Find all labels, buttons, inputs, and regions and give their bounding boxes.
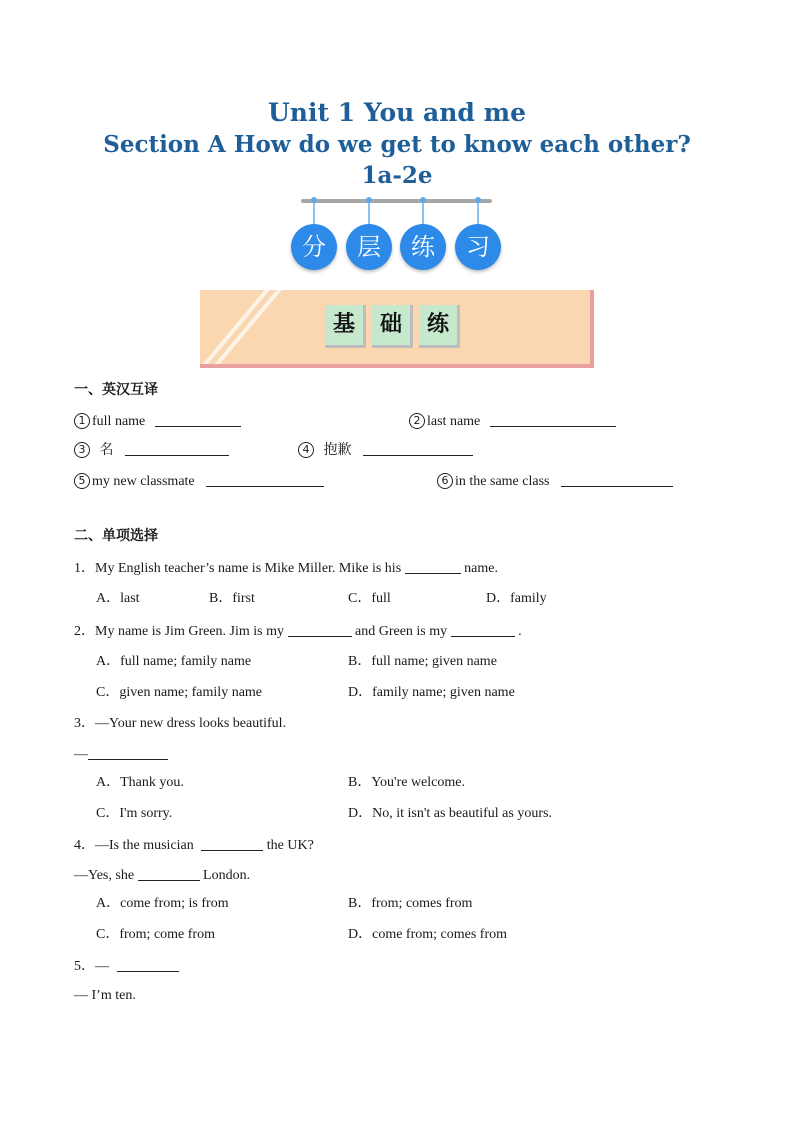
option-a[interactable]: A．Thank you.: [96, 775, 184, 790]
option-c[interactable]: C．given name; family name: [96, 685, 263, 700]
badge-xi: 习: [455, 224, 501, 270]
badge-hanger-bar: [301, 199, 492, 203]
answer-blank[interactable]: [138, 866, 200, 881]
badge-lian: 练: [400, 224, 446, 270]
option-c[interactable]: C．full: [348, 591, 391, 606]
item-number: 5: [74, 473, 90, 489]
answer-blank[interactable]: [155, 412, 241, 427]
answer-blank[interactable]: [288, 622, 352, 637]
banner-tile-ji: 基: [325, 305, 366, 348]
option-c[interactable]: C．from; come from: [96, 927, 215, 942]
option-d[interactable]: D．family name; given name: [348, 685, 515, 700]
answer-blank[interactable]: [206, 472, 324, 487]
option-a[interactable]: A．last: [96, 591, 140, 606]
item-number: 4: [298, 442, 314, 458]
item-text: my new classmate: [92, 474, 195, 489]
question-text: and Green is my: [355, 624, 448, 639]
option-c[interactable]: C．I'm sorry.: [96, 806, 173, 821]
option-a[interactable]: A．full name; family name: [96, 654, 252, 669]
section1-heading: 一、英汉互译: [74, 382, 158, 398]
translate-item-5: [74, 472, 324, 491]
question-number: 3．: [74, 716, 95, 731]
option-b[interactable]: B．first: [209, 591, 255, 606]
item-text: last name: [427, 414, 481, 429]
section-title: Section A How do we get to know each other?: [103, 131, 691, 158]
question-number: 5．: [74, 959, 95, 974]
question-4-reply: [74, 866, 250, 885]
question-text: My name is Jim Green. Jim is my: [95, 624, 284, 639]
translate-item-2: [409, 412, 616, 431]
answer-blank[interactable]: [125, 441, 229, 456]
question-text: .: [518, 624, 522, 639]
question-1-stem: [74, 559, 498, 578]
answer-blank[interactable]: [405, 559, 461, 574]
translate-item-1: [74, 412, 241, 431]
badge-pin: [420, 197, 426, 203]
answer-blank[interactable]: [490, 412, 616, 427]
badge-pin: [475, 197, 481, 203]
option-d[interactable]: D．come from; comes from: [348, 927, 508, 942]
option-b[interactable]: B．You're welcome.: [348, 775, 465, 790]
translate-item-3: [74, 441, 229, 460]
banner-tile-chu: 础: [372, 305, 413, 348]
badge-pin: [366, 197, 372, 203]
question-text: —Your new dress looks beautiful.: [95, 716, 287, 731]
question-5-reply: — I’m ten.: [74, 988, 136, 1003]
badge-pin: [311, 197, 317, 203]
item-text: 抱歉: [323, 442, 352, 458]
item-text: in the same class: [455, 474, 550, 489]
item-text: 名: [99, 442, 114, 458]
question-number: 1．: [74, 561, 95, 576]
item-text: full name: [92, 414, 146, 429]
item-number: 1: [74, 413, 90, 429]
question-text: —Is the musician: [95, 838, 194, 853]
reply-text: —Yes, she: [74, 868, 135, 883]
badge-ceng: 层: [346, 224, 392, 270]
option-b[interactable]: B．full name; given name: [348, 654, 497, 669]
item-number: 2: [409, 413, 425, 429]
answer-blank[interactable]: [117, 957, 179, 972]
question-text: —: [95, 959, 109, 974]
option-b[interactable]: B．from; comes from: [348, 896, 473, 911]
answer-blank[interactable]: [451, 622, 515, 637]
question-2-stem: [74, 622, 522, 641]
question-number: 2．: [74, 624, 95, 639]
badge-fen: 分: [291, 224, 337, 270]
banner-tile-lian: 练: [419, 305, 460, 348]
lesson-range: 1a-2e: [361, 162, 433, 189]
item-number: 3: [74, 442, 90, 458]
reply-dash: —: [74, 747, 88, 762]
question-number: 4．: [74, 838, 95, 853]
option-a[interactable]: A．come from; is from: [96, 896, 229, 911]
unit-title: Unit 1 You and me: [268, 98, 526, 127]
reply-text: London.: [203, 868, 251, 883]
question-text: name.: [464, 561, 498, 576]
answer-blank[interactable]: [561, 472, 673, 487]
question-text: My English teacher’s name is Mike Miller. Mike is his: [95, 561, 402, 576]
option-d[interactable]: D．No, it isn't as beautiful as yours.: [348, 806, 552, 821]
question-4-stem: [74, 836, 314, 855]
answer-blank[interactable]: [363, 441, 473, 456]
translate-item-6: [437, 472, 673, 491]
option-d[interactable]: D．family: [486, 591, 547, 606]
question-text: the UK?: [266, 838, 314, 853]
question-5-stem: [74, 957, 179, 976]
answer-blank[interactable]: [201, 836, 263, 851]
translate-item-4: [298, 441, 473, 460]
section2-heading: 二、单项选择: [74, 528, 158, 544]
answer-blank[interactable]: [88, 745, 168, 760]
question-3-reply: [74, 745, 168, 764]
item-number: 6: [437, 473, 453, 489]
question-3-stem: [74, 715, 286, 733]
